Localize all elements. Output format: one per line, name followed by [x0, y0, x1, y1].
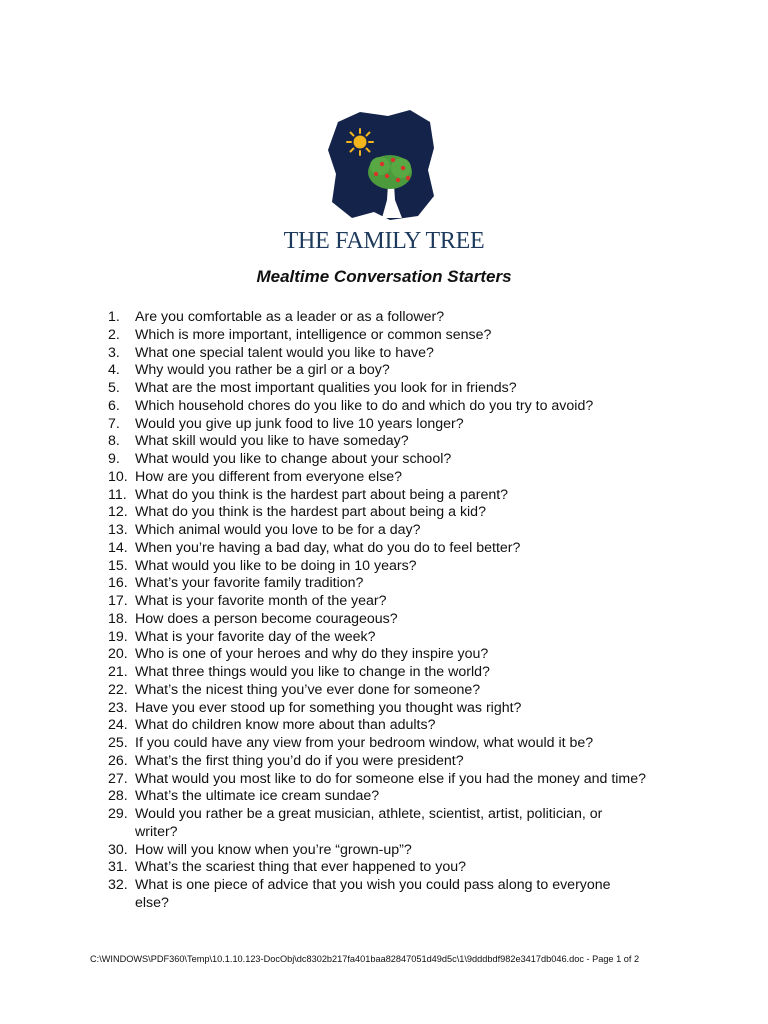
- list-item: [108, 664, 648, 682]
- page-title: Mealtime Conversation Starters: [256, 267, 512, 286]
- list-item: [108, 735, 648, 753]
- question-text: Would you rather be a great musician, athlete, scientist, artist, politician, or writer?: [135, 806, 603, 840]
- question-text: What do children know more about than adults?: [135, 717, 436, 734]
- list-item: [108, 717, 648, 735]
- question-text: What’s the ultimate ice cream sundae?: [135, 788, 380, 805]
- list-item: [108, 575, 648, 593]
- question-number: 32.: [108, 877, 128, 893]
- question-number: 10.: [108, 468, 128, 485]
- question-number: 7.: [108, 415, 120, 432]
- question-text: How are you different from everyone else?: [135, 468, 403, 485]
- question-number: 24.: [108, 717, 128, 734]
- question-number: 28.: [108, 788, 128, 805]
- question-number: 29.: [108, 806, 128, 822]
- question-text: When you’re having a bad day, what do you do to feel better?: [135, 539, 521, 556]
- question-number: 4.: [108, 362, 120, 379]
- question-text: What’s the nicest thing you’ve ever done for someone?: [135, 681, 481, 698]
- file-path-footer: C:\WINDOWS\PDF360\Temp\10.1.10.123-DocObj\dc8302b217fa401baa82847051d49d5c\1\9dddbdf982e3417db046.doc - Page 1 of 2: [90, 954, 640, 964]
- list-item: [108, 451, 648, 469]
- question-text: Why would you rather be a girl or a boy?: [135, 362, 390, 379]
- question-text: Are you comfortable as a leader or as a follower?: [135, 309, 445, 325]
- question-text: What are the most important qualities you look for in friends?: [135, 380, 517, 396]
- list-item: [108, 558, 648, 576]
- question-text: What would you most like to do for someone else if you had the money and time?: [135, 770, 647, 787]
- list-item: [108, 753, 648, 771]
- sun-icon: [347, 129, 373, 155]
- question-list: [108, 309, 648, 913]
- list-item: [108, 593, 648, 611]
- question-number: 17.: [108, 593, 128, 609]
- list-item: [108, 327, 648, 345]
- list-item: [108, 487, 648, 505]
- question-number: 22.: [108, 681, 128, 698]
- list-item: [108, 540, 648, 558]
- question-number: 25.: [108, 735, 128, 751]
- question-text: How does a person become courageous?: [135, 610, 398, 627]
- question-number: 23.: [108, 699, 128, 716]
- question-text: What is one piece of advice that you wish you could pass along to everyone else?: [135, 877, 611, 911]
- list-item: [108, 806, 648, 842]
- question-number: 2.: [108, 326, 120, 343]
- question-number: 19.: [108, 628, 128, 645]
- question-text: Have you ever stood up for something you thought was right?: [135, 699, 522, 716]
- family-tree-logo: [326, 108, 438, 224]
- list-item: [108, 771, 648, 789]
- question-text: What do you think is the hardest part about being a parent?: [135, 486, 509, 503]
- list-item: [108, 362, 648, 380]
- list-item: [108, 611, 648, 629]
- list-item: [108, 682, 648, 700]
- list-item: [108, 629, 648, 647]
- question-text: What would you like to be doing in 10 years?: [135, 557, 417, 574]
- question-text: Which is more important, intelligence or common sense?: [135, 326, 492, 343]
- list-item: [108, 788, 648, 806]
- list-item: [108, 522, 648, 540]
- list-item: [108, 416, 648, 434]
- list-item: [108, 345, 648, 363]
- list-item: [108, 398, 648, 416]
- question-text: What’s the scariest thing that ever happened to you?: [135, 859, 466, 876]
- question-number: 6.: [108, 397, 120, 414]
- question-text: What’s your favorite family tradition?: [135, 575, 364, 592]
- question-text: What’s the first thing you’d do if you were president?: [135, 752, 464, 769]
- question-number: 1.: [108, 309, 120, 325]
- question-text: Which household chores do you like to do and which do you try to avoid?: [135, 397, 594, 414]
- question-number: 5.: [108, 380, 120, 396]
- list-item: [108, 309, 648, 327]
- question-number: 12.: [108, 504, 128, 521]
- question-number: 18.: [108, 610, 128, 627]
- question-text: What three things would you like to change in the world?: [135, 664, 490, 680]
- question-number: 21.: [108, 664, 128, 680]
- question-text: Who is one of your heroes and why do they inspire you?: [135, 646, 489, 663]
- question-number: 27.: [108, 770, 128, 787]
- question-text: If you could have any view from your bedroom window, what would it be?: [135, 735, 594, 751]
- list-item: [108, 469, 648, 487]
- list-item: [108, 700, 648, 718]
- question-number: 3.: [108, 344, 120, 361]
- question-text: What is your favorite day of the week?: [135, 628, 376, 645]
- list-item: [108, 859, 648, 877]
- question-number: 30.: [108, 841, 128, 858]
- question-text: What is your favorite month of the year?: [135, 593, 387, 609]
- list-item: [108, 433, 648, 451]
- list-item: [108, 842, 648, 860]
- question-number: 16.: [108, 575, 128, 592]
- question-text: How will you know when you’re “grown-up”?: [135, 841, 412, 858]
- question-text: What one special talent would you like to have?: [135, 344, 434, 361]
- list-item: [108, 504, 648, 522]
- brand-name: THE FAMILY TREE: [283, 228, 485, 254]
- question-number: 31.: [108, 859, 128, 876]
- question-number: 9.: [108, 451, 120, 467]
- list-item: [108, 380, 648, 398]
- question-number: 20.: [108, 646, 128, 663]
- question-text: What would you like to change about your school?: [135, 451, 452, 467]
- question-text: Which animal would you love to be for a day?: [135, 522, 421, 538]
- question-text: What skill would you like to have someday?: [135, 433, 409, 450]
- question-number: 11.: [108, 486, 127, 503]
- list-item: [108, 877, 648, 913]
- question-number: 13.: [108, 522, 128, 538]
- question-text: Would you give up junk food to live 10 years longer?: [135, 415, 464, 432]
- question-number: 26.: [108, 752, 128, 769]
- list-item: [108, 646, 648, 664]
- question-text: What do you think is the hardest part about being a kid?: [135, 504, 486, 521]
- question-number: 14.: [108, 539, 128, 556]
- question-number: 8.: [108, 433, 120, 450]
- question-number: 15.: [108, 557, 128, 574]
